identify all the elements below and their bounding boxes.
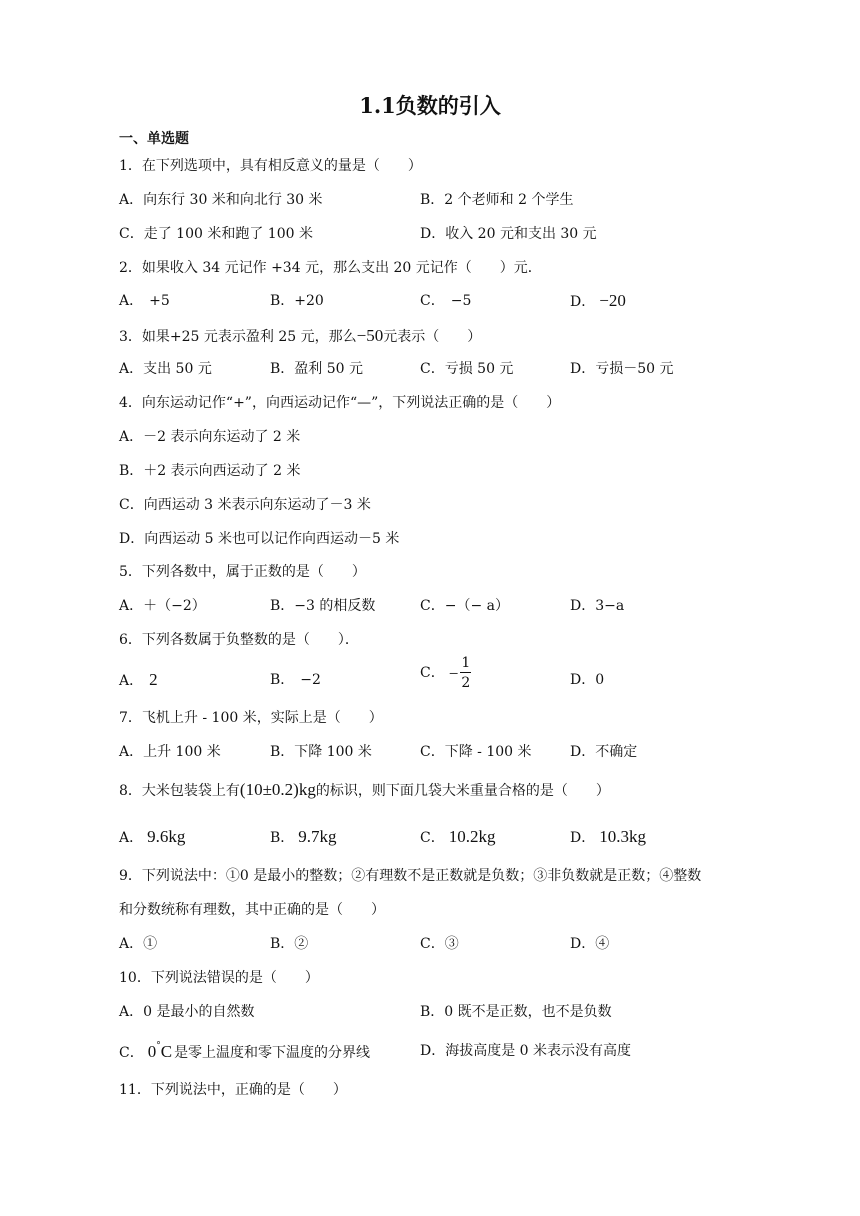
question-6-stem: 6．下列各数属于负整数的是（ ）． (119, 632, 359, 648)
question-9-option-c: C．③ (420, 936, 459, 952)
question-8-option-c: C． 10.2kg (420, 827, 496, 846)
question-10-stem: 10．下列说法错误的是（ ） (119, 970, 319, 986)
question-2-stem: 2．如果收入 34 元记作 +34 元，那么支出 20 元记作（ ）元． (119, 260, 542, 276)
question-1-option-c: C．走了 100 米和跑了 100 米 (119, 226, 313, 242)
question-3-option-c: C．亏损 50 元 (420, 361, 514, 377)
question-1-stem: 1．在下列选项中，具有相反意义的量是（ ） (119, 158, 422, 174)
question-7-option-d: D．不确定 (570, 744, 638, 760)
question-8-option-a: A． 9.6kg (119, 827, 186, 846)
question-9-stem-line-2: 和分数统称有理数，其中正确的是（ ） (119, 902, 385, 918)
question-9-option-b: B．② (270, 936, 309, 952)
question-8-option-b: B． 9.7kg (270, 827, 337, 846)
question-3-stem: 3．如果+25 元表示盈利 25 元，那么−50元表示（ ） (119, 326, 482, 345)
question-2-option-d: D． −20 (570, 291, 626, 310)
question-7-option-c: C．下降 - 100 米 (420, 744, 532, 760)
question-7-option-b: B．下降 100 米 (270, 744, 372, 760)
question-6-option-a: A． 2 (119, 670, 158, 689)
question-1-option-a: A．向东行 30 米和向北行 30 米 (119, 192, 323, 208)
question-4-stem: 4．向东运动记作“+”，向西运动记作“—”，下列说法正确的是（ ） (119, 395, 561, 411)
question-6-option-c: C． − $\frac{1}{2}$ (420, 655, 471, 691)
question-10-option-b: B．0 既不是正数，也不是负数 (420, 1004, 612, 1020)
question-4-option-a: A．－2 表示向东运动了 2 米 (119, 429, 301, 445)
question-5-option-d: D．3−a (570, 598, 625, 614)
question-4-option-d: D．向西运动 5 米也可以记作向西运动－5 米 (119, 531, 400, 547)
question-10-option-d: D．海拔高度是 0 米表示没有高度 (420, 1043, 632, 1059)
question-5-option-c: C．−（− a） (420, 598, 509, 614)
page-title: 1.1负数的引入 (359, 93, 501, 118)
question-3-option-b: B．盈利 50 元 (270, 361, 364, 377)
question-6-option-b: B． −2 (270, 672, 321, 688)
question-9-option-a: A．① (119, 936, 158, 952)
question-5-stem: 5．下列各数中，属于正数的是（ ） (119, 564, 366, 580)
question-10-option-c: C． 0°C 是零上温度和零下温度的分界线 (119, 1041, 371, 1061)
question-1-option-d: D．收入 20 元和支出 30 元 (420, 226, 597, 242)
question-4-option-b: B．＋2 表示向西运动了 2 米 (119, 463, 301, 479)
question-2-option-a: A． +5 (119, 293, 170, 309)
question-8-option-d: D． 10.3kg (570, 827, 646, 846)
question-11-stem: 11．下列说法中，正确的是（ ） (119, 1082, 347, 1098)
question-9-option-d: D．④ (570, 936, 610, 952)
question-9-stem-line-1: 9．下列说法中：①0 是最小的整数；②有理数不是正数就是负数；③非负数就是正数；④整数 (119, 868, 702, 884)
question-6-option-d: D．0 (570, 672, 605, 688)
question-1-option-b: B．2 个老师和 2 个学生 (420, 192, 574, 208)
question-5-option-b: B．−3 的相反数 (270, 598, 376, 614)
question-5-option-a: A．＋（−2） (119, 598, 206, 614)
fraction: $\frac{1}{2}$ (461, 655, 471, 691)
question-4-option-c: C．向西运动 3 米表示向东运动了－3 米 (119, 497, 371, 513)
section-heading: 一、单选题 (119, 131, 189, 147)
question-3-option-d: D．亏损－50 元 (570, 361, 674, 377)
question-8-stem: 8．大米包装袋上有(10±0.2)kg的标识，则下面几袋大米重量合格的是（ ） (119, 780, 610, 799)
question-3-option-a: A．支出 50 元 (119, 361, 212, 377)
question-2-option-b: B．+20 (270, 293, 324, 309)
question-2-option-c: C． −5 (420, 293, 472, 309)
question-7-stem: 7．飞机上升 - 100 米，实际上是（ ） (119, 710, 383, 726)
question-7-option-a: A．上升 100 米 (119, 744, 221, 760)
question-10-option-a: A．0 是最小的自然数 (119, 1004, 255, 1020)
